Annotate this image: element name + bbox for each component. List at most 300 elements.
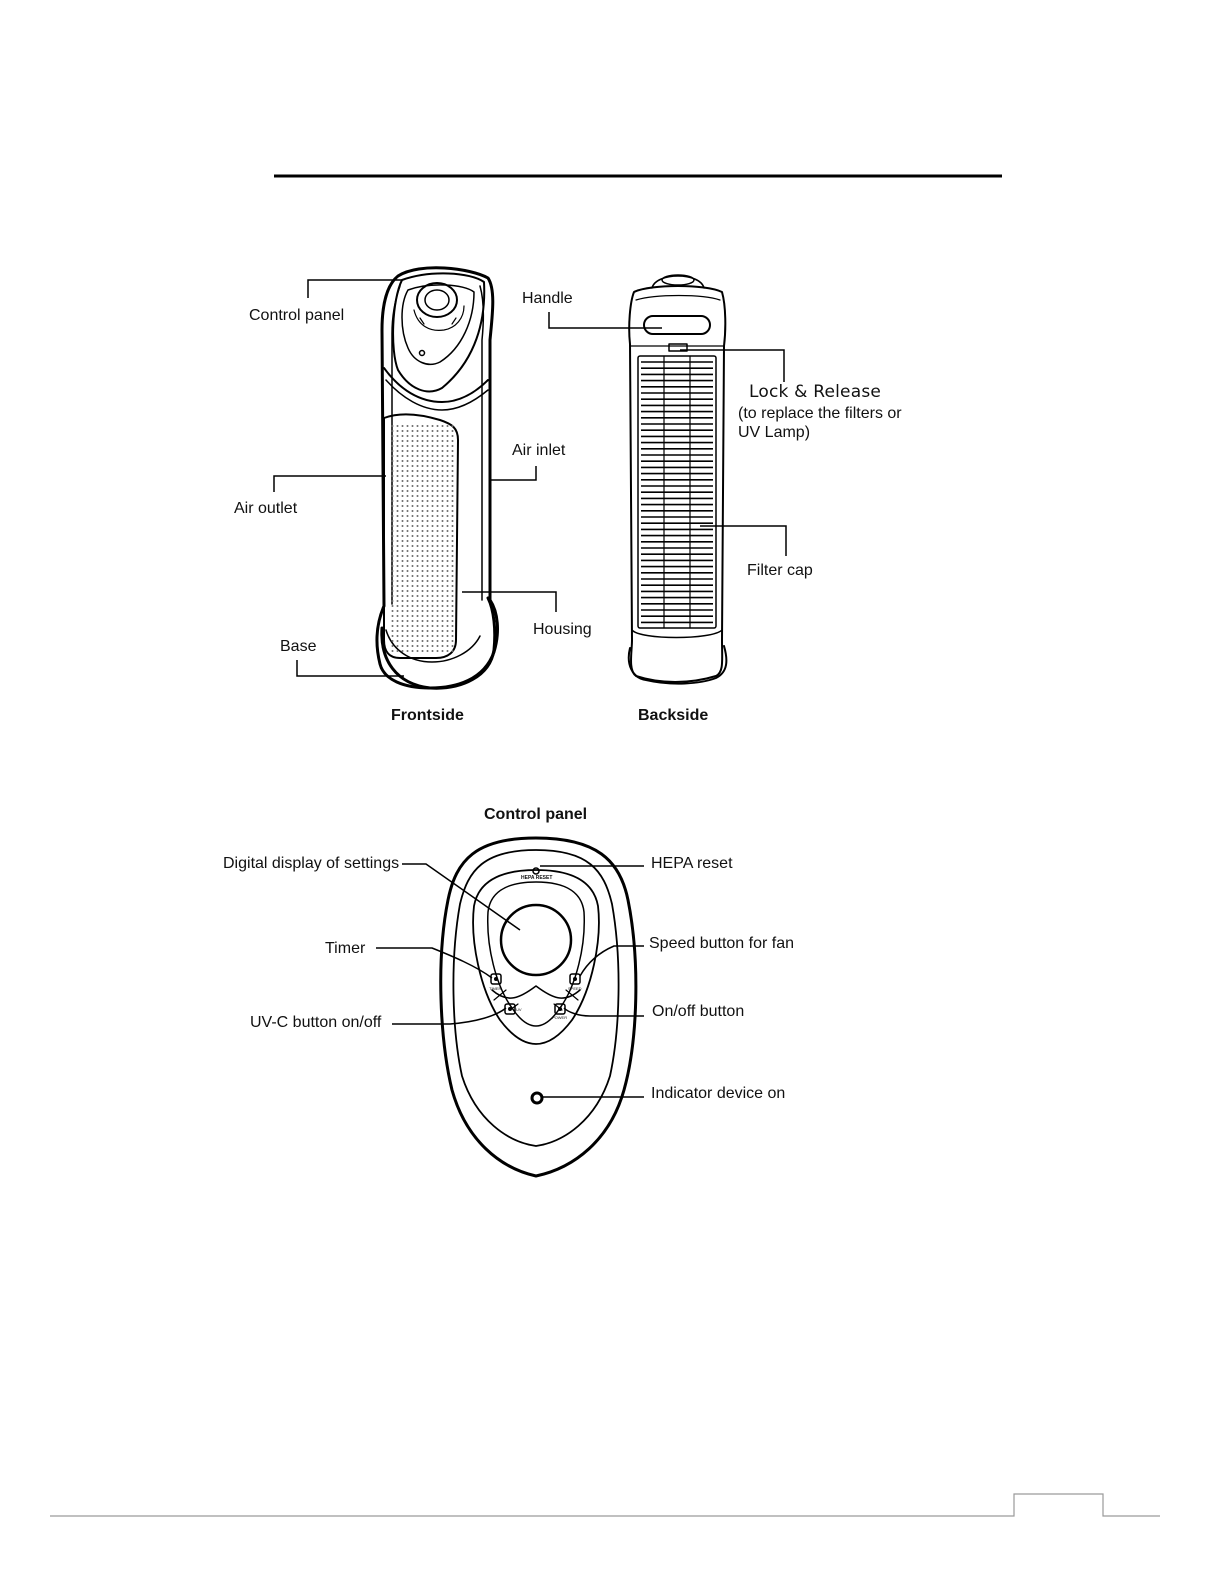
grille-dot bbox=[437, 560, 439, 562]
grille-dot bbox=[417, 555, 419, 557]
grille-dot bbox=[432, 635, 434, 637]
grille-dot bbox=[442, 635, 444, 637]
grille-dot bbox=[452, 455, 454, 457]
grille-dot bbox=[432, 465, 434, 467]
grille-dot bbox=[447, 565, 449, 567]
grille-dot bbox=[402, 530, 404, 532]
grille-dot bbox=[432, 550, 434, 552]
grille-dot bbox=[397, 600, 399, 602]
grille-dot bbox=[412, 445, 414, 447]
grille-dot bbox=[427, 530, 429, 532]
grille-dot bbox=[432, 650, 434, 652]
grille-dot bbox=[417, 585, 419, 587]
grille-dot bbox=[397, 495, 399, 497]
grille-dot bbox=[417, 440, 419, 442]
grille-dot bbox=[397, 460, 399, 462]
grille-dot bbox=[422, 575, 424, 577]
grille-dot bbox=[427, 630, 429, 632]
grille-dot bbox=[392, 465, 394, 467]
fig2-leaders bbox=[376, 864, 644, 1097]
grille-dot bbox=[397, 455, 399, 457]
grille-dot bbox=[437, 470, 439, 472]
grille-dot bbox=[437, 510, 439, 512]
grille-dot bbox=[422, 580, 424, 582]
grille-dot bbox=[397, 610, 399, 612]
grille-dot bbox=[427, 565, 429, 567]
back-filter-slats bbox=[641, 362, 713, 622]
grille-dot bbox=[417, 545, 419, 547]
grille-dot bbox=[427, 645, 429, 647]
grille-dot bbox=[452, 480, 454, 482]
grille-dot bbox=[412, 560, 414, 562]
grille-dot bbox=[427, 545, 429, 547]
grille-dot bbox=[412, 575, 414, 577]
grille-dot bbox=[432, 500, 434, 502]
grille-dot bbox=[442, 600, 444, 602]
grille-dot bbox=[447, 640, 449, 642]
grille-dot bbox=[412, 545, 414, 547]
label-housing: Housing bbox=[533, 621, 592, 638]
grille-dot bbox=[417, 625, 419, 627]
grille-dot bbox=[432, 450, 434, 452]
grille-dot bbox=[452, 515, 454, 517]
grille-dot bbox=[422, 605, 424, 607]
grille-dot bbox=[442, 425, 444, 427]
grille-dot bbox=[392, 565, 394, 567]
grille-dot bbox=[402, 460, 404, 462]
grille-dot bbox=[422, 610, 424, 612]
grille-dot bbox=[412, 520, 414, 522]
grille-dot bbox=[447, 595, 449, 597]
grille-dot bbox=[417, 615, 419, 617]
grille-dot bbox=[447, 555, 449, 557]
grille-dot bbox=[412, 530, 414, 532]
grille-dot bbox=[392, 450, 394, 452]
grille-dot bbox=[402, 630, 404, 632]
grille-dot bbox=[422, 585, 424, 587]
grille-dot bbox=[392, 480, 394, 482]
grille-dot bbox=[437, 630, 439, 632]
grille-dot bbox=[402, 585, 404, 587]
grille-dot bbox=[412, 455, 414, 457]
grille-dot bbox=[407, 615, 409, 617]
grille-dot bbox=[442, 620, 444, 622]
grille-dot bbox=[442, 495, 444, 497]
grille-dot bbox=[447, 445, 449, 447]
grille-dot bbox=[452, 605, 454, 607]
grille-dot bbox=[407, 645, 409, 647]
grille-dot bbox=[402, 550, 404, 552]
grille-dot bbox=[392, 530, 394, 532]
grille-dot bbox=[422, 485, 424, 487]
grille-dot bbox=[442, 605, 444, 607]
grille-dot bbox=[437, 600, 439, 602]
grille-dot bbox=[437, 445, 439, 447]
grille-dot bbox=[442, 595, 444, 597]
grille-dot bbox=[437, 620, 439, 622]
grille-dot bbox=[427, 435, 429, 437]
grille-dot bbox=[427, 445, 429, 447]
grille-dot bbox=[452, 585, 454, 587]
grille-dot bbox=[402, 545, 404, 547]
grille-dot bbox=[412, 585, 414, 587]
grille-dot bbox=[402, 465, 404, 467]
grille-dot bbox=[392, 555, 394, 557]
panel-text-hepa-reset: HEPA RESET bbox=[521, 875, 553, 881]
grille-dot bbox=[427, 495, 429, 497]
grille-dot bbox=[412, 430, 414, 432]
grille-dot bbox=[432, 585, 434, 587]
grille-dot bbox=[412, 425, 414, 427]
grille-dot bbox=[397, 550, 399, 552]
grille-dot bbox=[437, 435, 439, 437]
grille-dot bbox=[437, 605, 439, 607]
grille-dot bbox=[407, 430, 409, 432]
grille-dot bbox=[437, 565, 439, 567]
grille-dot bbox=[397, 615, 399, 617]
grille-dot bbox=[432, 610, 434, 612]
grille-dot bbox=[432, 520, 434, 522]
grille-dot bbox=[422, 570, 424, 572]
grille-dot bbox=[392, 615, 394, 617]
grille-dot bbox=[392, 525, 394, 527]
grille-dot bbox=[442, 625, 444, 627]
grille-dot bbox=[392, 430, 394, 432]
grille-dot bbox=[417, 595, 419, 597]
grille-dot bbox=[407, 585, 409, 587]
grille-dot bbox=[437, 520, 439, 522]
grille-dot bbox=[422, 550, 424, 552]
grille-dot bbox=[447, 515, 449, 517]
grille-dot bbox=[437, 615, 439, 617]
grille-dot bbox=[452, 600, 454, 602]
grille-dot bbox=[452, 565, 454, 567]
grille-dot bbox=[452, 485, 454, 487]
grille-dot bbox=[412, 475, 414, 477]
grille-dot bbox=[442, 480, 444, 482]
grille-dot bbox=[452, 645, 454, 647]
grille-dot bbox=[397, 510, 399, 512]
grille-dot bbox=[452, 450, 454, 452]
grille-dot bbox=[412, 635, 414, 637]
grille-dot bbox=[412, 450, 414, 452]
grille-dot bbox=[407, 550, 409, 552]
grille-dot bbox=[392, 570, 394, 572]
grille-dot bbox=[442, 645, 444, 647]
grille-dot bbox=[422, 535, 424, 537]
grille-dot bbox=[432, 615, 434, 617]
grille-dot bbox=[417, 560, 419, 562]
grille-dot bbox=[417, 550, 419, 552]
grille-dot bbox=[432, 645, 434, 647]
grille-dot bbox=[417, 635, 419, 637]
grille-dot bbox=[447, 490, 449, 492]
grille-dot bbox=[452, 460, 454, 462]
grille-dot bbox=[417, 605, 419, 607]
grille-dot bbox=[402, 620, 404, 622]
grille-dot bbox=[392, 600, 394, 602]
grille-dot bbox=[452, 535, 454, 537]
grille-dot bbox=[447, 525, 449, 527]
grille-dot bbox=[402, 510, 404, 512]
grille-dot bbox=[437, 465, 439, 467]
grille-dot bbox=[397, 605, 399, 607]
grille-dot bbox=[422, 545, 424, 547]
grille-dot bbox=[397, 585, 399, 587]
grille-dot bbox=[392, 505, 394, 507]
grille-dot bbox=[392, 440, 394, 442]
grille-dot bbox=[442, 650, 444, 652]
grille-dot bbox=[392, 610, 394, 612]
grille-dot bbox=[412, 500, 414, 502]
grille-dot bbox=[407, 490, 409, 492]
grille-dot bbox=[407, 475, 409, 477]
grille-dot bbox=[442, 440, 444, 442]
grille-dot bbox=[407, 595, 409, 597]
grille-dot bbox=[407, 620, 409, 622]
grille-dot bbox=[402, 500, 404, 502]
grille-dot bbox=[412, 565, 414, 567]
grille-dot bbox=[437, 595, 439, 597]
grille-dot bbox=[407, 640, 409, 642]
grille-dot bbox=[437, 555, 439, 557]
grille-dot bbox=[422, 530, 424, 532]
grille-dot bbox=[407, 480, 409, 482]
grille-dot bbox=[427, 465, 429, 467]
grille-dot bbox=[427, 585, 429, 587]
grille-dot bbox=[407, 630, 409, 632]
grille-dot bbox=[427, 520, 429, 522]
grille-dot bbox=[392, 540, 394, 542]
grille-dot bbox=[397, 445, 399, 447]
grille-dot bbox=[412, 460, 414, 462]
grille-dot bbox=[422, 560, 424, 562]
grille-dot bbox=[412, 630, 414, 632]
grille-dot bbox=[442, 515, 444, 517]
grille-dot bbox=[452, 625, 454, 627]
grille-dot bbox=[437, 450, 439, 452]
grille-dot bbox=[447, 570, 449, 572]
grille-dot bbox=[407, 540, 409, 542]
grille-dot bbox=[427, 480, 429, 482]
grille-dot bbox=[452, 555, 454, 557]
grille-dot bbox=[412, 615, 414, 617]
grille-dot bbox=[452, 590, 454, 592]
grille-dot bbox=[422, 430, 424, 432]
grille-dot bbox=[417, 430, 419, 432]
label-onoff-button: On/off button bbox=[652, 1003, 745, 1020]
grille-dot bbox=[422, 630, 424, 632]
grille-dot bbox=[417, 570, 419, 572]
grille-dot bbox=[417, 450, 419, 452]
grille-dot bbox=[417, 565, 419, 567]
grille-dot bbox=[407, 535, 409, 537]
grille-dot bbox=[417, 535, 419, 537]
grille-dot bbox=[452, 635, 454, 637]
grille-dot bbox=[407, 600, 409, 602]
grille-dot bbox=[392, 575, 394, 577]
grille-dot bbox=[417, 470, 419, 472]
front-grille-texture bbox=[392, 425, 454, 652]
grille-dot bbox=[392, 435, 394, 437]
grille-dot bbox=[452, 610, 454, 612]
grille-dot bbox=[442, 465, 444, 467]
grille-dot bbox=[412, 525, 414, 527]
grille-dot bbox=[417, 475, 419, 477]
grille-dot bbox=[407, 465, 409, 467]
grille-dot bbox=[447, 485, 449, 487]
grille-dot bbox=[397, 625, 399, 627]
grille-dot bbox=[397, 570, 399, 572]
grille-dot bbox=[402, 505, 404, 507]
grille-dot bbox=[452, 475, 454, 477]
grille-dot bbox=[402, 450, 404, 452]
grille-dot bbox=[407, 530, 409, 532]
grille-dot bbox=[422, 470, 424, 472]
grille-dot bbox=[417, 510, 419, 512]
grille-dot bbox=[397, 440, 399, 442]
grille-dot bbox=[417, 495, 419, 497]
grille-dot bbox=[432, 595, 434, 597]
grille-dot bbox=[422, 475, 424, 477]
grille-dot bbox=[427, 470, 429, 472]
grille-dot bbox=[397, 465, 399, 467]
grille-dot bbox=[427, 535, 429, 537]
grille-dot bbox=[402, 520, 404, 522]
grille-dot bbox=[437, 580, 439, 582]
grille-dot bbox=[452, 465, 454, 467]
grille-dot bbox=[397, 580, 399, 582]
grille-dot bbox=[397, 575, 399, 577]
grille-dot bbox=[412, 470, 414, 472]
grille-dot bbox=[417, 490, 419, 492]
grille-dot bbox=[452, 650, 454, 652]
label-air-outlet: Air outlet bbox=[234, 500, 298, 517]
grille-dot bbox=[422, 455, 424, 457]
grille-dot bbox=[392, 475, 394, 477]
grille-dot bbox=[397, 485, 399, 487]
grille-dot bbox=[427, 625, 429, 627]
grille-dot bbox=[427, 455, 429, 457]
grille-dot bbox=[447, 430, 449, 432]
grille-dot bbox=[447, 500, 449, 502]
grille-dot bbox=[402, 575, 404, 577]
grille-dot bbox=[422, 640, 424, 642]
grille-dot bbox=[442, 455, 444, 457]
caption-frontside: Frontside bbox=[391, 707, 464, 724]
grille-dot bbox=[447, 440, 449, 442]
grille-dot bbox=[407, 580, 409, 582]
grille-dot bbox=[427, 430, 429, 432]
grille-dot bbox=[392, 485, 394, 487]
grille-dot bbox=[402, 625, 404, 627]
grille-dot bbox=[432, 480, 434, 482]
grille-dot bbox=[447, 435, 449, 437]
grille-dot bbox=[402, 610, 404, 612]
grille-dot bbox=[452, 630, 454, 632]
grille-dot bbox=[392, 625, 394, 627]
grille-dot bbox=[432, 525, 434, 527]
grille-dot bbox=[442, 520, 444, 522]
grille-dot bbox=[402, 645, 404, 647]
grille-dot bbox=[392, 500, 394, 502]
grille-dot bbox=[397, 505, 399, 507]
grille-dot bbox=[447, 575, 449, 577]
control-panel-drawing bbox=[441, 838, 636, 1176]
grille-dot bbox=[442, 545, 444, 547]
grille-dot bbox=[432, 540, 434, 542]
grille-dot bbox=[402, 560, 404, 562]
grille-dot bbox=[407, 590, 409, 592]
grille-dot bbox=[417, 520, 419, 522]
label-uvc-button: UV-C button on/off bbox=[250, 1014, 382, 1031]
grille-dot bbox=[442, 610, 444, 612]
grille-dot bbox=[402, 595, 404, 597]
grille-dot bbox=[397, 520, 399, 522]
grille-dot bbox=[392, 510, 394, 512]
grille-dot bbox=[407, 440, 409, 442]
grille-dot bbox=[432, 625, 434, 627]
grille-dot bbox=[397, 525, 399, 527]
grille-dot bbox=[447, 605, 449, 607]
grille-dot bbox=[402, 455, 404, 457]
grille-dot bbox=[397, 640, 399, 642]
grille-dot bbox=[437, 425, 439, 427]
grille-dot bbox=[397, 425, 399, 427]
grille-dot bbox=[452, 620, 454, 622]
grille-dot bbox=[447, 460, 449, 462]
grille-dot bbox=[437, 530, 439, 532]
grille-dot bbox=[392, 470, 394, 472]
grille-dot bbox=[442, 560, 444, 562]
grille-dot bbox=[427, 575, 429, 577]
grille-dot bbox=[427, 460, 429, 462]
grille-dot bbox=[447, 585, 449, 587]
grille-dot bbox=[452, 580, 454, 582]
grille-dot bbox=[397, 620, 399, 622]
grille-dot bbox=[402, 470, 404, 472]
grille-dot bbox=[437, 645, 439, 647]
grille-dot bbox=[392, 585, 394, 587]
grille-dot bbox=[417, 445, 419, 447]
grille-dot bbox=[407, 435, 409, 437]
grille-dot bbox=[442, 435, 444, 437]
grille-dot bbox=[397, 435, 399, 437]
grille-dot bbox=[427, 650, 429, 652]
grille-dot bbox=[432, 475, 434, 477]
grille-dot bbox=[442, 550, 444, 552]
grille-dot bbox=[427, 555, 429, 557]
grille-dot bbox=[437, 515, 439, 517]
grille-dot bbox=[447, 535, 449, 537]
label-speed-button: Speed button for fan bbox=[649, 935, 794, 952]
caption-backside: Backside bbox=[638, 707, 709, 724]
grille-dot bbox=[442, 540, 444, 542]
grille-dot bbox=[407, 570, 409, 572]
grille-dot bbox=[397, 645, 399, 647]
grille-dot bbox=[427, 560, 429, 562]
grille-dot bbox=[402, 605, 404, 607]
grille-dot bbox=[442, 555, 444, 557]
grille-dot bbox=[432, 425, 434, 427]
grille-dot bbox=[402, 440, 404, 442]
grille-dot bbox=[437, 495, 439, 497]
grille-dot bbox=[412, 570, 414, 572]
grille-dot bbox=[402, 445, 404, 447]
grille-dot bbox=[422, 525, 424, 527]
grille-dot bbox=[392, 635, 394, 637]
grille-dot bbox=[447, 480, 449, 482]
